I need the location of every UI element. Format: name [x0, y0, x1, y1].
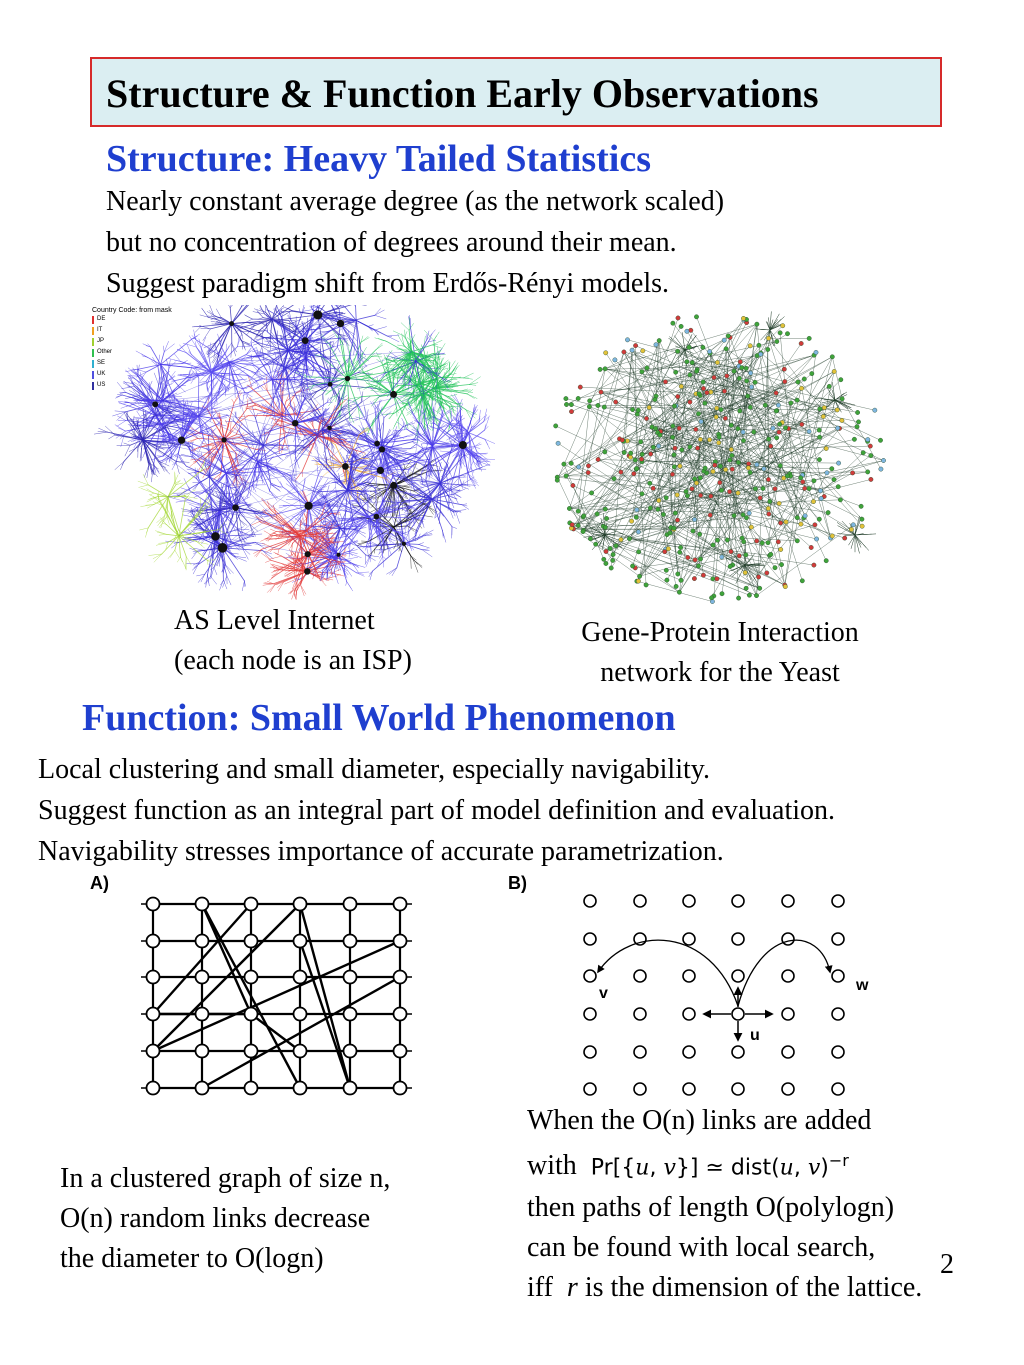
as-caption-line-2: (each node is an ISP) [174, 645, 412, 676]
as-legend [92, 307, 172, 391]
structure-line-1: Nearly constant average degree (as the network scaled) [106, 186, 725, 217]
legend-item [92, 336, 172, 347]
legend-item [92, 314, 172, 325]
page-number: 2 [940, 1249, 954, 1280]
yeast-caption-line-1: Gene-Protein Interaction [581, 617, 859, 648]
legend-code: UK [97, 371, 106, 377]
as-caption [174, 601, 412, 681]
legend-swatch [92, 316, 94, 324]
legend-swatch [92, 371, 94, 379]
function-line-3: Navigability stresses importance of accurate parametrization. [38, 836, 724, 867]
panel-b-line-3: then paths of length O(polylogn) [527, 1192, 895, 1224]
panel-b-caption [527, 1101, 922, 1308]
legend-title: Country Code: from mask [92, 307, 172, 314]
panel-b-line-2 [527, 1141, 922, 1188]
legend-swatch [92, 349, 94, 357]
panel-a-caption [60, 1159, 390, 1279]
panel-a-caption-line-3: the diameter to O(logn) [60, 1243, 324, 1274]
legend-code: JP [97, 338, 105, 344]
legend-item [92, 347, 172, 358]
legend-item [92, 325, 172, 336]
slide-title: Structure & Function Early Observations [106, 71, 819, 116]
legend-item [92, 358, 172, 369]
structure-line-3: Suggest paradigm shift from Erdős-Rényi models. [106, 268, 670, 299]
navigable-lattice-diagram [570, 885, 870, 1105]
panel-a-label: A) [90, 873, 109, 893]
legend-item [92, 369, 172, 380]
function-line-1: Local clustering and small diameter, especially navigability. [38, 754, 710, 785]
legend-swatch [92, 327, 94, 335]
panel-b-line-1: When the O(n) links are added [527, 1105, 872, 1136]
dimension-r: r [566, 1272, 578, 1304]
function-text [38, 749, 835, 872]
yeast-caption [540, 613, 900, 693]
structure-line-2: but no concentration of degrees around their mean. [106, 227, 677, 258]
panel-b-line-5: iff r is the dimension of the lattice. [527, 1272, 923, 1304]
legend-code: IT [97, 327, 103, 333]
legend-item [92, 380, 172, 391]
panel-a-caption-line-2: O(n) random links decrease [60, 1203, 371, 1234]
legend-code: US [97, 382, 106, 388]
legend-code: Other [97, 349, 113, 355]
legend-swatch [92, 338, 94, 346]
clustered-lattice-diagram [138, 892, 418, 1104]
panel-b-line-4: can be found with local search, [527, 1232, 876, 1264]
as-caption-line-1: AS Level Internet [174, 605, 375, 636]
structure-heading: Structure: Heavy Tailed Statistics [106, 138, 652, 180]
probability-formula: Pr[{u, v}] ≃ dist(u, v)$^{-r}$ [590, 1151, 849, 1181]
function-line-2: Suggest function as an integral part of model definition and evaluation. [38, 795, 836, 826]
structure-text [106, 181, 724, 304]
legend-swatch [92, 382, 94, 390]
legend-swatch [92, 360, 94, 368]
yeast-network-image [545, 305, 890, 610]
legend-code: SE [97, 360, 106, 366]
panel-a-caption-line-1: In a clustered graph of size n, [60, 1163, 391, 1194]
yeast-caption-line-2: network for the Yeast [600, 657, 840, 688]
panel-b-label: B) [508, 873, 527, 893]
node-label-v: v [599, 985, 608, 1002]
node-label-u: u [750, 1027, 760, 1044]
node-label-w: w [856, 977, 869, 994]
with-word: with [527, 1150, 577, 1182]
function-heading: Function: Small World Phenomenon [82, 697, 676, 739]
legend-code: DE [97, 316, 106, 322]
